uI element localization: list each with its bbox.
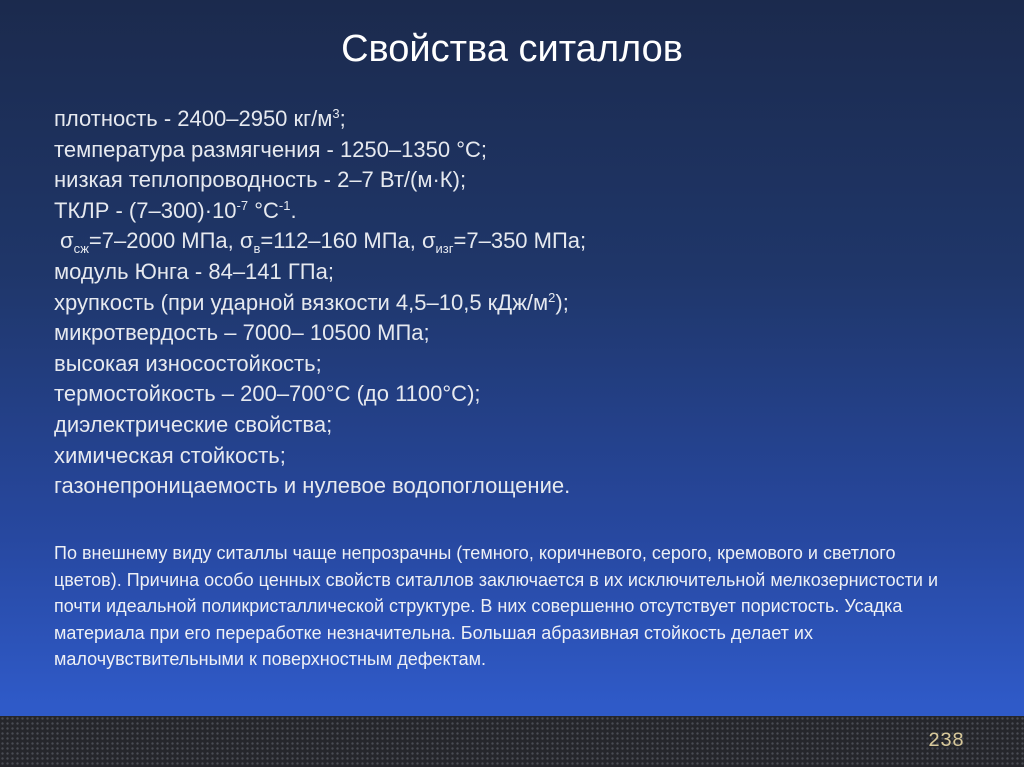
tclr-item — [54, 196, 586, 227]
strength-sub-bending: изг — [435, 241, 454, 257]
chemical-resistance-item: химическая стойкость; — [54, 442, 286, 468]
brittleness-text: хрупкость (при ударной вязкости 4,5–10,5 кДж/м — [54, 289, 549, 315]
description-paragraph: По внешнему виду ситаллы чаще непрозрачны (темного, коричневого, серого, кремового и светлого цветов). Причина особо ценных свойств ситаллов заключается в их исключительной мелкозернистости и почти идеальной поликристаллической структуре. В них совершенно отсутствует пористость. Усадка материала при его переработке незначительна. Большая абразивная стойкость делает их малочувствительными к поверхностным дефектам. — [54, 543, 939, 669]
strength-text-1: =7–2000 МПа, σ — [88, 228, 254, 254]
thermal-resistance-item: термостойкость – 200–700°С (до 1100°С); — [54, 381, 481, 407]
density-text: плотность - 2400–2950 кг/м — [54, 106, 333, 131]
softening-item: температура размягчения - 1250–1350 °C; — [54, 136, 487, 162]
properties-list — [54, 104, 586, 502]
conductivity-item: низкая теплопроводность - 2–7 Вт/(м·К); — [54, 167, 467, 193]
gas-impermeability-item: газонепроницаемость и нулевое водопоглощение. — [54, 473, 571, 499]
tclr-exponent-1: -7 — [236, 197, 249, 213]
footer-strip — [0, 716, 1024, 767]
strength-text-2: =112–160 МПа, σ — [260, 228, 436, 254]
strength-item — [54, 226, 586, 257]
tclr-text: ТКЛР - (7–300)·10 — [54, 197, 237, 223]
microhardness-item: микротвердость – 7000– 10500 МПа; — [54, 320, 430, 346]
tclr-end: . — [290, 197, 297, 223]
young-modulus-item: модуль Юнга - 84–141 ГПа; — [54, 258, 334, 284]
tclr-unit: °С — [248, 197, 279, 223]
strength-sub-compression: сж — [73, 241, 89, 257]
density-item — [54, 104, 586, 135]
brittleness-exponent: 2 — [548, 289, 556, 305]
dielectric-item: диэлектрические свойства; — [54, 411, 333, 437]
wear-resistance-item: высокая износостойкость; — [54, 350, 322, 376]
brittleness-end: ); — [555, 289, 569, 315]
slide-title: Свойства ситаллов — [341, 28, 683, 70]
density-end: ; — [339, 106, 346, 131]
strength-sub-tensile: в — [253, 241, 261, 257]
strength-text-3: =7–350 МПа; — [453, 228, 587, 254]
strength-sigma-1: σ — [60, 228, 74, 254]
page-number: 238 — [927, 730, 964, 753]
tclr-exponent-2: -1 — [278, 197, 291, 213]
density-exponent: 3 — [332, 106, 340, 121]
brittleness-item — [54, 288, 586, 319]
